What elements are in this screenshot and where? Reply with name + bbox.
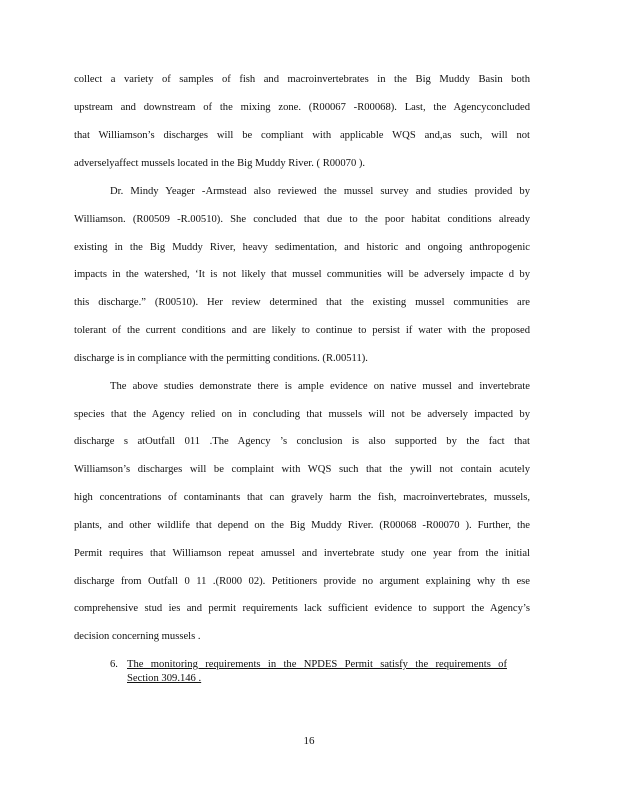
paragraph-line: Permit requires that Williamson repeat amussel and invertebrate study one year from the initial [74, 548, 530, 559]
paragraph-line: upstream and downstream of the mixing zone. (R00067 -R00068). Last, the Agencyconcluded [74, 102, 530, 113]
paragraph-line: species that the Agency relied on in concluding that mussels will not be adversely impacted by [74, 409, 530, 420]
paragraph-line: high concentrations of contaminants that can gravely harm the fish, macroinvertebrates, mussels, [74, 492, 530, 503]
paragraph-line: Williamson’s discharges will be complaint with WQS such that the ywill not contain acutely [74, 464, 530, 475]
paragraph-line: collect a variety of samples of fish and macroinvertebrates in the Big Muddy Basin both [74, 74, 530, 85]
paragraph-line: that Williamson’s discharges will be compliant with applicable WQS and,as such, will not [74, 130, 530, 141]
paragraph-line: comprehensive stud ies and permit requirements lack sufficient evidence to support the Agency’s [74, 603, 530, 614]
paragraph-line: plants, and other wildlife that depend on the Big Muddy River. (R00068 -R00070 ). Further, the [74, 520, 530, 531]
paragraph-line: The above studies demonstrate there is ample evidence on native mussel and invertebrate [110, 381, 530, 392]
section-number: 6. [110, 659, 118, 670]
paragraph-line: Williamson. (R00509 -R.00510). She concluded that due to the poor habitat conditions already [74, 214, 530, 225]
paragraph-line: discharge is in compliance with the permitting conditions. (R.00511). [74, 353, 368, 364]
paragraph-line: Dr. Mindy Yeager -Armstead also reviewed the mussel survey and studies provided by [110, 186, 530, 197]
paragraph-line: adverselyaffect mussels located in the Big Muddy River. ( R00070 ). [74, 158, 366, 169]
section-heading-line: The monitoring requirements in the NPDES Permit satisfy the requirements of [127, 659, 507, 670]
paragraph-line: tolerant of the current conditions and are likely to continue to persist if water with the proposed [74, 325, 530, 336]
paragraph-line: this discharge.” (R00510). Her review determined that the existing mussel communities are [74, 297, 530, 308]
paragraph-line: discharge from Outfall 0 11 .(R000 02). Petitioners provide no argument explaining why th ese [74, 576, 530, 587]
paragraph-line: existing in the Big Muddy River, heavy sedimentation, and historic and ongoing anthropogenic [74, 242, 530, 253]
paragraph-line: decision concerning mussels . [74, 631, 201, 642]
section-heading-line: Section 309.146 . [127, 673, 202, 684]
page-number: 16 [303, 735, 315, 747]
paragraph-line: discharge s atOutfall 011 .The Agency ’s conclusion is also supported by the fact that [74, 436, 530, 447]
paragraph-line: impacts in the watershed, ‘It is not likely that mussel communities will be adversely impacte d by [74, 269, 530, 280]
